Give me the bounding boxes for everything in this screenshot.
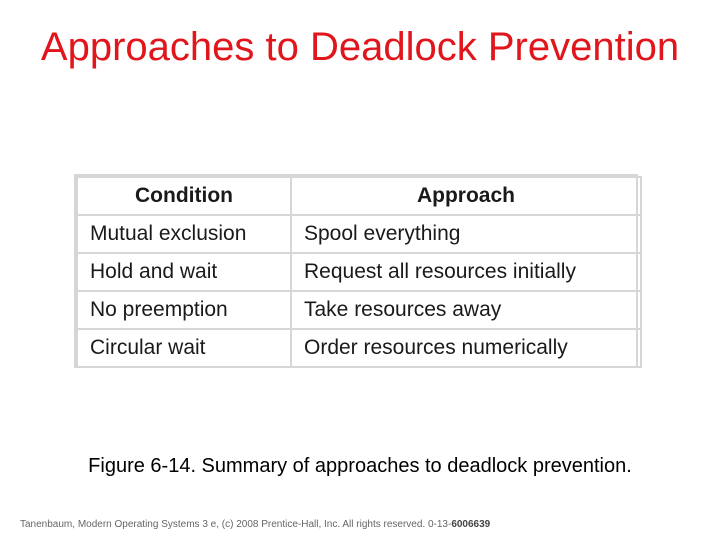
condition-cell: No preemption bbox=[77, 291, 291, 329]
header-condition: Condition bbox=[77, 177, 291, 215]
table-header-row bbox=[77, 177, 641, 215]
condition-cell: Circular wait bbox=[77, 329, 291, 367]
footer-text: Tanenbaum, Modern Operating Systems 3 e, (c) 2008 Prentice-Hall, Inc. All rights reserved. 0-13- bbox=[20, 519, 452, 530]
table-row bbox=[77, 215, 641, 253]
table-row bbox=[77, 291, 641, 329]
approach-cell: Take resources away bbox=[291, 291, 641, 329]
approach-cell: Spool everything bbox=[291, 215, 641, 253]
table-row bbox=[77, 329, 641, 367]
deadlock-table bbox=[74, 174, 638, 368]
header-approach: Approach bbox=[291, 177, 641, 215]
approach-cell: Order resources numerically bbox=[291, 329, 641, 367]
copyright-footer bbox=[20, 519, 490, 530]
summary-table bbox=[76, 176, 642, 368]
slide-title: Approaches to Deadlock Prevention bbox=[40, 25, 680, 69]
condition-cell: Hold and wait bbox=[77, 253, 291, 291]
footer-isbn-tail: 6006639 bbox=[451, 519, 491, 530]
table-row bbox=[77, 253, 641, 291]
condition-cell: Mutual exclusion bbox=[77, 215, 291, 253]
approach-cell: Request all resources initially bbox=[291, 253, 641, 291]
figure-caption: Figure 6-14. Summary of approaches to deadlock prevention. bbox=[88, 455, 632, 477]
